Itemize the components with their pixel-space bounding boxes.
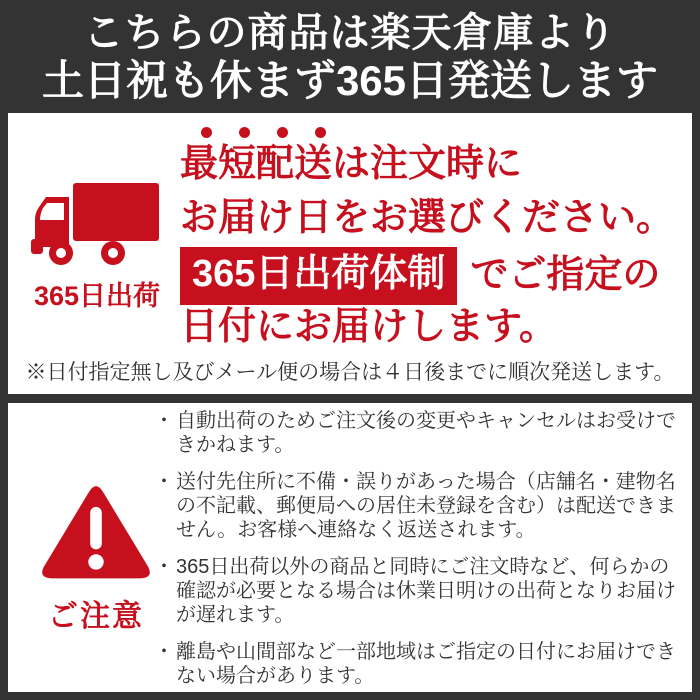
emphasis-dots xyxy=(201,127,326,138)
caution-item-text: 送付先住所に不備・誤りがあった場合（店舗名・建物名の不記載、郵便局への居住未登録を含む）は配送できません。お客様へ連絡なく返送されます。 xyxy=(176,471,676,541)
caution-label: ご注意 xyxy=(48,600,144,633)
warning-icon xyxy=(40,483,152,581)
truck-block xyxy=(18,177,176,313)
emphasis-dot xyxy=(315,127,326,138)
top-banner xyxy=(0,0,700,113)
caution-item-text: 離島や山間部など一部地域はご指定の日付にお届けできない場合があります。 xyxy=(176,641,676,687)
bullet-icon: ・ xyxy=(154,556,174,578)
after-highlight-text: でご指定の xyxy=(470,254,661,296)
highlight-box: 365日出荷体制 xyxy=(180,247,457,305)
shipping-panel xyxy=(8,113,692,394)
headline-line1: 最短配送は注文時に xyxy=(180,143,523,185)
bullet-icon: ・ xyxy=(154,641,174,663)
emphasis-dot xyxy=(239,127,250,138)
emphasis-dot xyxy=(277,127,288,138)
bullet-icon: ・ xyxy=(154,471,174,493)
shipping-note: ※日付指定無し及びメール便の場合は４日後までに順次発送します。 xyxy=(25,361,675,384)
emphasis-dot xyxy=(201,127,212,138)
caution-list xyxy=(154,409,684,700)
bullet-icon: ・ xyxy=(154,410,174,432)
headline-line3 xyxy=(180,247,660,305)
caution-item xyxy=(154,640,684,688)
headline-line2: お届け日をお選びください。 xyxy=(180,197,675,239)
caution-item xyxy=(154,470,684,542)
truck-label: 365日出荷 xyxy=(33,281,161,311)
caution-block xyxy=(30,483,162,635)
top-banner-line1: こちらの商品は楽天倉庫より xyxy=(83,11,617,55)
caution-panel xyxy=(8,403,692,692)
top-banner-line2: 土日祝も休まず365日発送します xyxy=(41,57,659,104)
truck-icon xyxy=(31,177,163,269)
caution-item-text: 365日出荷以外の商品と同時にご注文時など、何らかの確認が必要となる場合は休業日明けの出荷となりお届けが遅れます。 xyxy=(176,556,676,626)
caution-item xyxy=(154,409,684,457)
caution-item-text: 自動出荷のためご注文後の変更やキャンセルはお受けできかねます。 xyxy=(176,410,676,456)
caution-item xyxy=(154,555,684,627)
headline-line4: 日付にお届けします。 xyxy=(180,306,557,348)
